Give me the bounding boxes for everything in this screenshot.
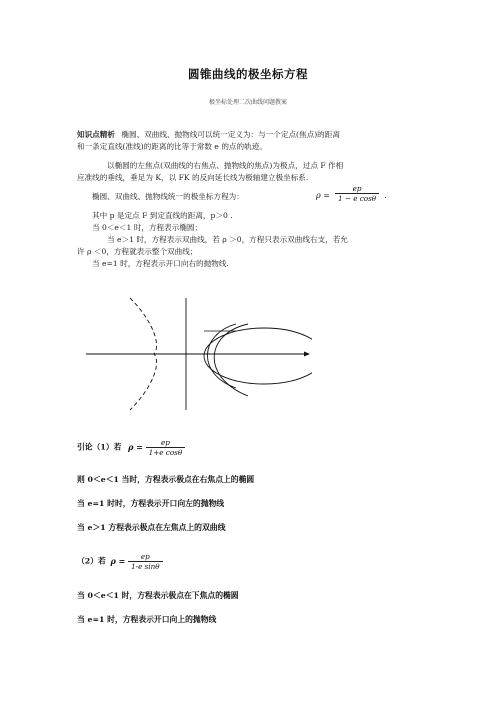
corollary-2-numerator: ep bbox=[140, 552, 150, 561]
axis-arrow-icon bbox=[304, 352, 310, 357]
intro-line-7: 当 0＜e＜1 时，方程表示椭圆； bbox=[92, 223, 203, 232]
intro-line-1-text: 椭圆、双曲线、抛物线可以统一定义为：与一个定点(焦点)的距离 bbox=[121, 130, 340, 139]
intro-line-10: 当 e=1 时，方程表示开口向右的抛物线. bbox=[92, 259, 229, 268]
intro-line-2: 和一条定直线(准线)的距离的比等于常数 e 的点的轨迹。 bbox=[77, 142, 267, 151]
intro-line-3: 以椭圆的左焦点(双曲线的右焦点、抛物线的焦点)为极点，过点 F 作相 bbox=[107, 161, 344, 170]
intro-line-9: 许 ρ ＜0，方程就表示整个双曲线； bbox=[77, 247, 198, 256]
intro-line-1 bbox=[77, 129, 340, 140]
intro-line-6: 其中 p 是定点 F 到定直线的距离，p＞0 . bbox=[92, 211, 233, 220]
corollary-line-4: 当 0＜e＜1 时，方程表示极点在下焦点的椭圆 bbox=[77, 591, 239, 600]
corollary-2-fraction bbox=[128, 552, 162, 571]
conic-diagram bbox=[86, 296, 312, 412]
corollary-2-denominator: 1-e sinθ bbox=[128, 561, 162, 571]
corollary-1-label: 引论（1）若 bbox=[77, 442, 122, 452]
corollary-1-numerator: ep bbox=[161, 438, 170, 447]
polar-formula: ρ = $\frac{ep}{\text{1 − e cosθ}}$ . bbox=[316, 184, 387, 203]
formula-rho: ρ = bbox=[316, 191, 330, 200]
intro-line-5: 椭圆、双曲线、抛物线统一的极坐标方程为： bbox=[92, 192, 244, 201]
intro-line-4: 应准线的垂线，垂足为 K，以 FK 的反向延长线为极轴建立极坐标系. bbox=[77, 173, 309, 182]
formula-fraction bbox=[335, 184, 379, 203]
corollary-line-2: 当 e=1 时时，方程表示开口向左的抛物线 bbox=[77, 499, 225, 508]
formula-denominator: 1 − e cosθ bbox=[335, 193, 379, 203]
formula-numerator: ep bbox=[352, 184, 362, 193]
corollary-1: 引论（1）若 ρ = $\frac{ep}{\text{1+e cosθ}}$ bbox=[77, 438, 185, 457]
ellipse-curve bbox=[204, 328, 312, 384]
corollary-2-label: （2）若 bbox=[77, 556, 106, 566]
doc-title: 圆锥曲线的极坐标方程 bbox=[188, 67, 308, 81]
corollary-line-1: 则 0＜e＜1 当时，方程表示极点在右焦点上的椭圆 bbox=[77, 475, 255, 484]
corollary-1-fraction bbox=[146, 438, 186, 457]
intro-line-8: 当 e＞1 时，方程表示双曲线，若 ρ ＞0，方程只表示双曲线右支，若允 bbox=[107, 235, 348, 244]
corollary-2: （2）若 ρ = $\frac{ep}{\text{1-e sinθ}}$ bbox=[77, 552, 163, 571]
corollary-line-3: 当 e＞1 方程表示极点在左焦点上的双曲线 bbox=[77, 523, 226, 532]
intro-heading: 知识点精析 bbox=[77, 130, 115, 139]
doc-subtitle: 极坐标处理二次曲线问题教案 bbox=[208, 99, 287, 106]
parabola-curve bbox=[214, 324, 248, 396]
corollary-1-denominator: 1+e cosθ bbox=[146, 447, 186, 457]
corollary-line-5: 当 e=1 时，方程表示开口向上的抛物线 bbox=[77, 615, 217, 624]
